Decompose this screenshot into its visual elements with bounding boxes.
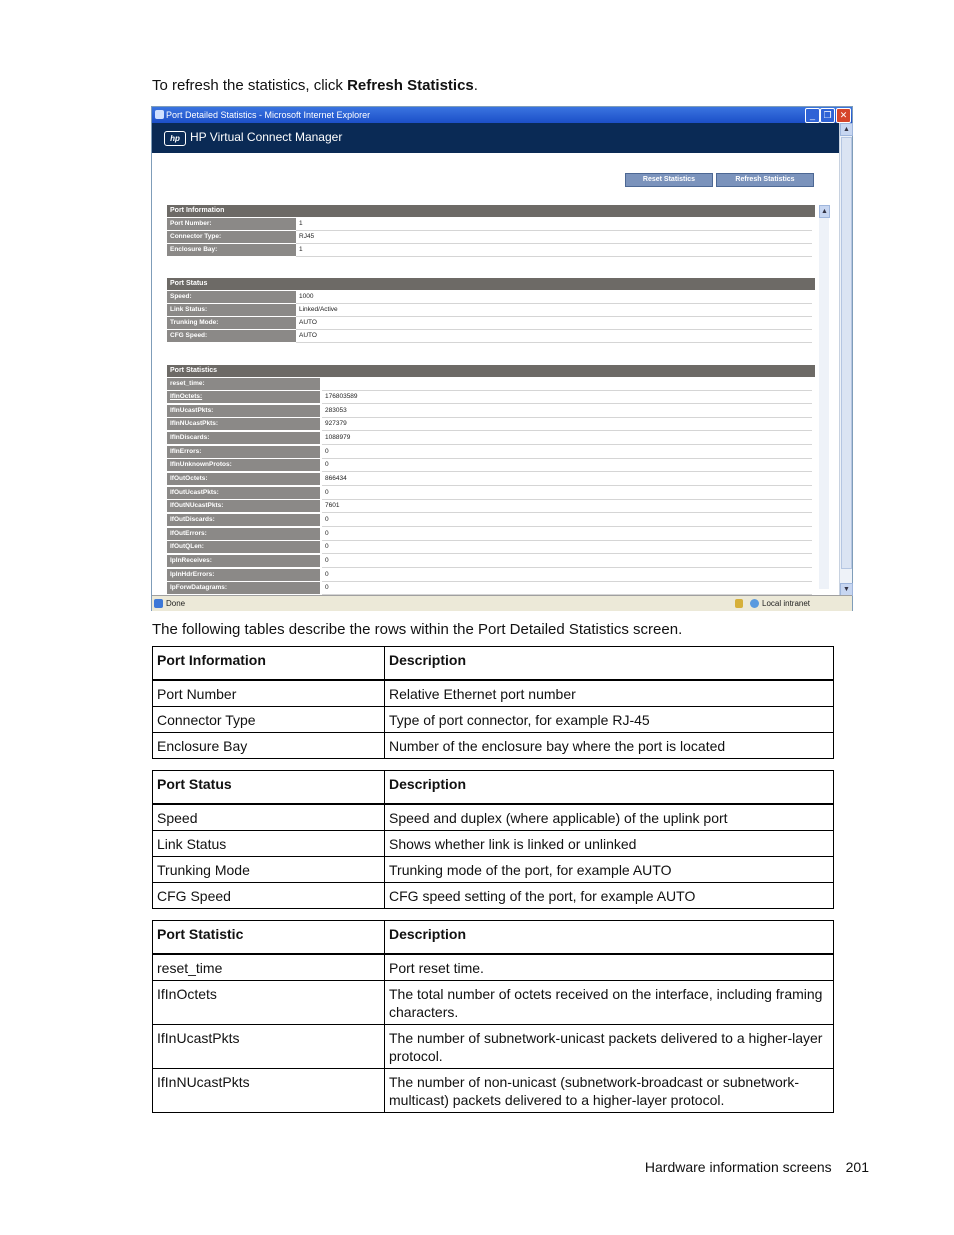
kv-row: IpInReceives: 0 [167, 555, 812, 568]
status-text: Done [166, 599, 186, 608]
panel-scrollbar[interactable] [819, 205, 829, 589]
port-status-table [152, 770, 834, 909]
kv-row: IfInUnknownProtos: 0 [167, 459, 812, 472]
window-scrollbar[interactable] [839, 123, 852, 595]
statistics-panel [167, 205, 828, 591]
zone-text: Local intranet [762, 599, 811, 608]
app-name: HP Virtual Connect Manager [190, 130, 343, 144]
table-row: Port Number Relative Ethernet port number [153, 680, 834, 707]
kv-row: CFG Speed: AUTO [167, 330, 812, 343]
kv-row: Trunking Mode: AUTO [167, 317, 812, 330]
kv-row: Speed: 1000 [167, 291, 812, 304]
table-row: IfInOctets The total number of octets received on the interface, including framing characters. [153, 981, 834, 1025]
table-header: Port Information [153, 647, 385, 681]
table-header: Port Status [153, 771, 385, 805]
table-row: Connector Type Type of port connector, for example RJ-45 [153, 707, 834, 733]
kv-row: IfOutDiscards: 0 [167, 514, 812, 527]
intro-text: To refresh the statistics, click Refresh Statistics. [152, 77, 478, 94]
table-header: Port Statistic [153, 921, 385, 955]
table-row: IfInUcastPkts The number of subnetwork-unicast packets delivered to a higher-layer protocol. [153, 1025, 834, 1069]
kv-row: Enclosure Bay: 1 [167, 244, 812, 257]
ie-icon [155, 110, 164, 119]
table-row: reset_time Port reset time. [153, 954, 834, 981]
port-statistic-table [152, 920, 834, 1113]
table-row: Enclosure Bay Number of the enclosure bay where the port is located [153, 733, 834, 759]
kv-row: Connector Type: RJ45 [167, 231, 812, 244]
kv-row: IfOutUcastPkts: 0 [167, 487, 812, 500]
kv-row: IfOutQLen: 0 [167, 541, 812, 554]
kv-row: IpForwDatagrams: 0 [167, 582, 812, 595]
refresh-statistics-button[interactable]: Refresh Statistics [716, 173, 814, 187]
kv-row: IfOutErrors: 0 [167, 528, 812, 541]
table-row: IfInNUcastPkts The number of non-unicast (subnetwork-broadcast or subnetwork-multicast) packets delivered to a higher-layer protocol. [153, 1069, 834, 1113]
scrollbar-thumb[interactable] [841, 137, 852, 569]
page-footer [631, 1159, 869, 1175]
port-statistics-header: Port Statistics [167, 365, 815, 377]
reset-statistics-button[interactable]: Reset Statistics [625, 173, 713, 187]
status-bar [152, 595, 852, 611]
kv-row: IfOutOctets: 866434 [167, 473, 812, 486]
port-information-header: Port Information [167, 205, 815, 217]
table-header: Description [385, 921, 834, 955]
ie-window [151, 106, 853, 611]
port-status-header: Port Status [167, 278, 815, 290]
page-icon [154, 599, 163, 608]
intranet-icon [750, 599, 759, 608]
window-title: Port Detailed Statistics - Microsoft Internet Explorer [166, 110, 371, 120]
kv-row: Port Number: 1 [167, 218, 812, 231]
lock-icon [735, 599, 743, 608]
table-header: Description [385, 771, 834, 805]
kv-row: reset_time: [167, 378, 812, 391]
kv-row: IfInUcastPkts: 283053 [167, 405, 812, 418]
restore-icon[interactable]: ❐ [820, 108, 835, 123]
kv-row: IfOutNUcastPkts: 7601 [167, 500, 812, 513]
app-header [152, 123, 839, 153]
footer-section: Hardware information screens [644, 1159, 832, 1175]
table-row: CFG Speed CFG speed setting of the port, for example AUTO [153, 883, 834, 909]
scroll-down-icon[interactable]: ▼ [840, 583, 853, 596]
page-number: 201 [845, 1159, 869, 1175]
minimize-icon[interactable]: _ [805, 108, 820, 123]
close-icon[interactable]: ✕ [836, 108, 851, 123]
kv-row: IfInErrors: 0 [167, 446, 812, 459]
kv-row: IfInNUcastPkts: 927379 [167, 418, 812, 431]
refresh-statistics-emphasis: Refresh Statistics [347, 77, 474, 94]
kv-row: Link Status: Linked/Active [167, 304, 812, 317]
table-header: Description [385, 647, 834, 681]
panel-scroll-up-icon[interactable]: ▲ [819, 205, 830, 218]
kv-row: IfInOctets: 176803589 [167, 391, 812, 404]
kv-row: IfInDiscards: 1088979 [167, 432, 812, 445]
ifinoctets-link[interactable]: IfInOctets: [167, 391, 320, 403]
window-titlebar [152, 107, 852, 123]
tables-intro: The following tables describe the rows within the Port Detailed Statistics screen. [152, 621, 683, 638]
scroll-up-icon[interactable]: ▲ [840, 123, 853, 136]
table-row: Trunking Mode Trunking mode of the port, for example AUTO [153, 857, 834, 883]
port-information-table [152, 646, 834, 759]
hp-logo: hp [164, 131, 186, 146]
table-row: Speed Speed and duplex (where applicable) of the uplink port [153, 804, 834, 831]
kv-row: IpInHdrErrors: 0 [167, 569, 812, 582]
table-row: Link Status Shows whether link is linked or unlinked [153, 831, 834, 857]
